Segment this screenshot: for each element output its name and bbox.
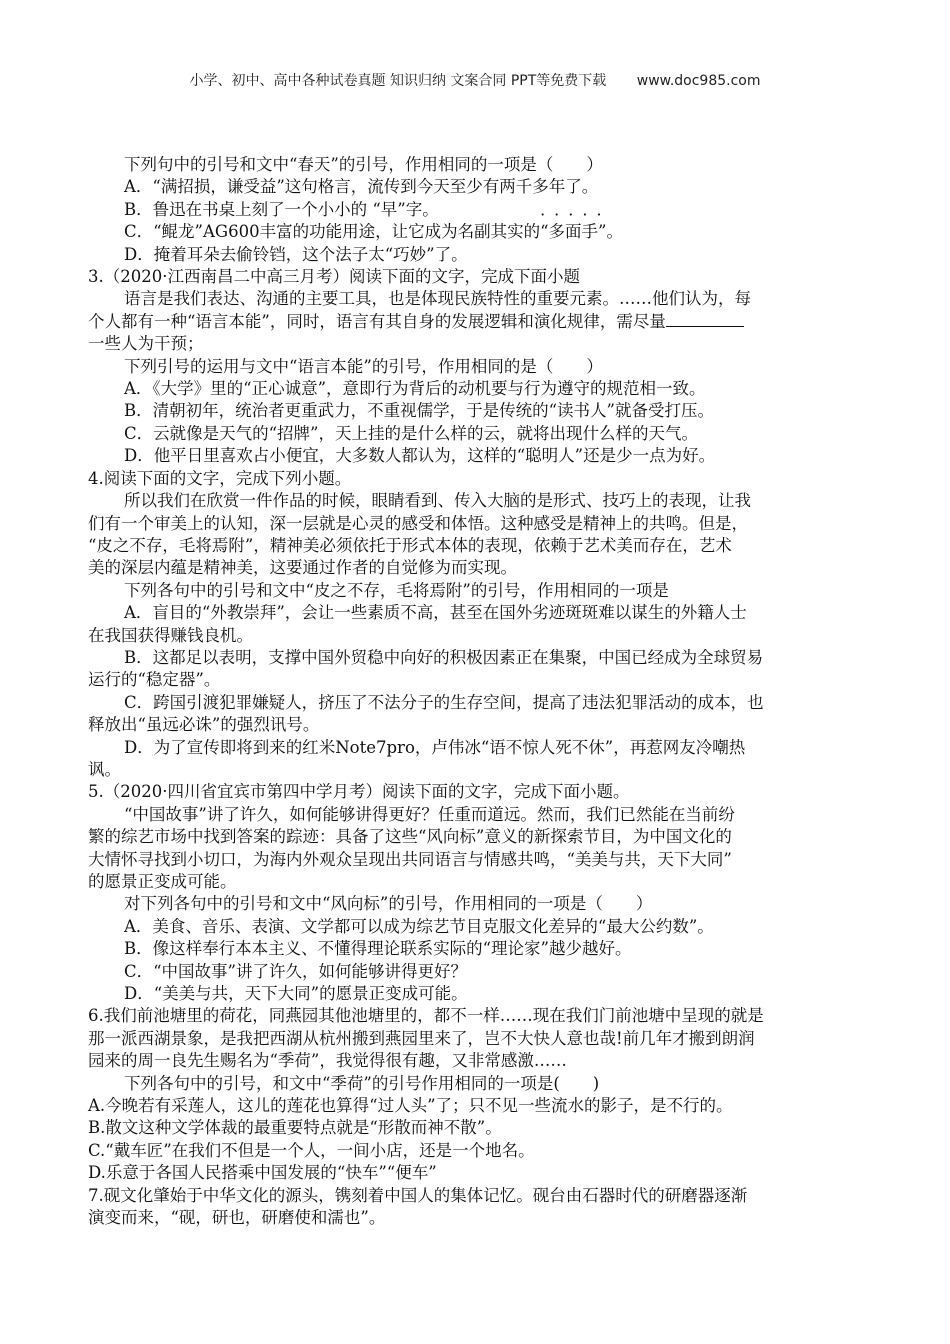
emphasis-mark: ····· “多面手”: [540, 205, 611, 242]
header-site: www.doc985.com: [636, 73, 761, 89]
question-stem: 下列各句中的引号和文中“皮之不存，毛将焉附”的引号，作用相同的一项是: [124, 580, 669, 600]
passage-line: 所以我们在欣赏一件作品的时候，眼睛看到、传入大脑的是形式、技巧上的表现，让我: [124, 491, 751, 511]
page-header: [0, 70, 950, 90]
option-c-cont: 释放出“虽远必诛”的强烈讯号。: [88, 715, 320, 735]
option-c: C．云就像是天气的“招牌”，天上挂的是什么样的云，就将出现什么样的天气。: [124, 423, 698, 443]
option-d: D．“美美与共，天下大同”的愿景正变成可能。: [124, 984, 468, 1004]
header-text: 小学、初中、高中各种试卷真题 知识归纳 文案合同 PPT等免费下载: [189, 73, 607, 89]
option-a-cont: 在我国获得赚钱良机。: [88, 625, 253, 645]
passage-line: 语言是我们表达、沟通的主要工具，也是体现民族特性的重要元素。……他们认为，每: [124, 289, 751, 309]
option-b: B．像这样奉行本本主义、不懂得理论联系实际的“理论家”越少越好。: [124, 939, 632, 959]
question-4-title: 4.阅读下面的文字，完成下列小题。: [88, 468, 352, 488]
option-d: D．他平日里喜欢占小便宜，大多数人都认为，这样的“聪明人”还是少一点为好。: [124, 446, 716, 466]
option-c-end: 。: [606, 222, 623, 242]
question-3-title: 3.（2020·江西南昌二中高三月考）阅读下面的文字，完成下面小题: [88, 267, 580, 287]
option-d: D.乐意于各国人民搭乘中国发展的“快车”“便车”: [88, 1163, 437, 1183]
passage-line: 一些人为干预；: [88, 334, 204, 354]
question-stem: 下列引号的运用与文中“语言本能”的引号，作用相同的是（ ）: [124, 356, 603, 376]
passage-line: 那一派西湖景象，是我把西湖从杭州搬到燕园里来了，岂不大快人意也哉!前几年才搬到朗润: [88, 1028, 755, 1048]
option-d: D．掩着耳朵去偷铃铛，这个法子太“巧妙”了。: [124, 244, 468, 264]
option-d: D．为了宣传即将到来的红米Note7pro，卢伟冰“语不惊人死不休”，再惹网友冷嘲热: [124, 737, 746, 757]
passage-line: “中国故事”讲了许久，如何能够讲得更好？任重而道远。然而，我们已然能在当前纷: [124, 804, 735, 824]
option-b: B．清朝初年，统治者更重武力，不重视儒学，于是传统的“读书人”就备受打压。: [124, 401, 714, 421]
option-d-cont: 讽。: [88, 759, 121, 779]
option-b-cont: 运行的“稳定器”。: [88, 670, 221, 690]
question-6-title: 6.我们前池塘里的荷花，同燕园其他池塘里的，都不一样……现在我们门前池塘中呈现的就是: [88, 1006, 764, 1026]
passage-line: 演变而来，“砚，研也，研磨使和濡也”。: [88, 1208, 386, 1228]
question-5-title: 5.（2020·四川省宜宾市第四中学月考）阅读下面的文字，完成下面小题。: [88, 782, 630, 802]
option-a: A．美食、音乐、表演、文学都可以成为综艺节目克服文化差异的“最大公约数”。: [124, 916, 714, 936]
passage-line: 大情怀寻找到小切口，为海内外观众呈现出共同语言与情感共鸣，“美美与共，天下大同”: [88, 849, 732, 869]
passage-line: 们有一个审美上的认知，深一层就是心灵的感受和体悟。这种感受是精神上的共鸣。但是，: [88, 513, 748, 533]
passage-line: 个人都有一种“语言本能”，同时，语言有其自身的发展逻辑和演化规律，需尽量: [88, 311, 878, 333]
option-c: C．跨国引渡犯罪嫌疑人，挤压了不法分子的生存空间，提高了违法犯罪活动的成本，也: [124, 692, 764, 712]
option-a: A．盲目的“外教崇拜”，会让一些素质不高，甚至在国外劣迹斑斑难以谋生的外籍人士: [124, 603, 747, 623]
passage-line: 美的深层内蕴是精神美，这要通过作者的自觉修为而实现。: [88, 558, 517, 578]
option-c-emphasis: “多面手”: [540, 222, 607, 242]
passage-line: 的愿景正变成可能。: [88, 872, 237, 891]
question-7-title: 7.砚文化肇始于中华文化的源头，镌刻着中国人的集体记忆。砚台由石器时代的研磨器逐渐: [88, 1185, 748, 1205]
passage-line: 园来的周一良先生赐名为“季荷”，我觉得很有趣，又非常感激……: [88, 1051, 567, 1071]
option-a: A．“满招损，谦受益”这句格言，流传到今天至少有两千多年了。: [124, 177, 599, 197]
option-c-text: C．“鲲龙”AG600丰富的功能用途，让它成为名副其实的: [124, 222, 541, 242]
option-a: A．《大学》里的“正心诚意”，意即行为背后的动机要与行为遵守的规范相一致。: [124, 379, 706, 399]
passage-line: 繁的综艺市场中找到答案的踪迹：具备了这些“风向标”意义的新探索节目，为中国文化的: [88, 827, 732, 847]
option-a: A.今晚若有采莲人，这儿的莲花也算得“过人头”了；只不见一些流水的影子，是不行的。: [88, 1096, 733, 1116]
option-b: B．鲁迅在书桌上刻了一个小小的 “早”字。: [124, 199, 439, 219]
option-c: C.“戴车匠”在我们不但是一个人，一间小店，还是一个地名。: [88, 1140, 535, 1160]
option-c: C．“中国故事”讲了许久，如何能够讲得更好？: [124, 961, 467, 981]
option-b: B.散文这种文学体裁的最重要特点就是“形散而神不散”。: [88, 1118, 502, 1138]
document-body: [88, 154, 878, 1230]
passage-line: “皮之不存，毛将焉附”，精神美必须依托于形式本体的表现，依赖于艺术美而存在，艺术: [88, 535, 732, 555]
question-stem: 对下列各句中的引号和文中“风向标”的引号，作用相同的一项是（ ）: [124, 894, 653, 914]
option-b: B．这都足以表明，支撑中国外贸稳中向好的积极因素正在集聚，中国已经成为全球贸易: [124, 647, 764, 667]
question-stem: 下列各句中的引号，和文中“季荷”的引号作用相同的一项是( ): [124, 1073, 600, 1093]
question-stem: 下列句中的引号和文中“春天”的引号，作用相同的一项是（ ）: [124, 155, 603, 174]
answer-blank: [666, 312, 744, 327]
